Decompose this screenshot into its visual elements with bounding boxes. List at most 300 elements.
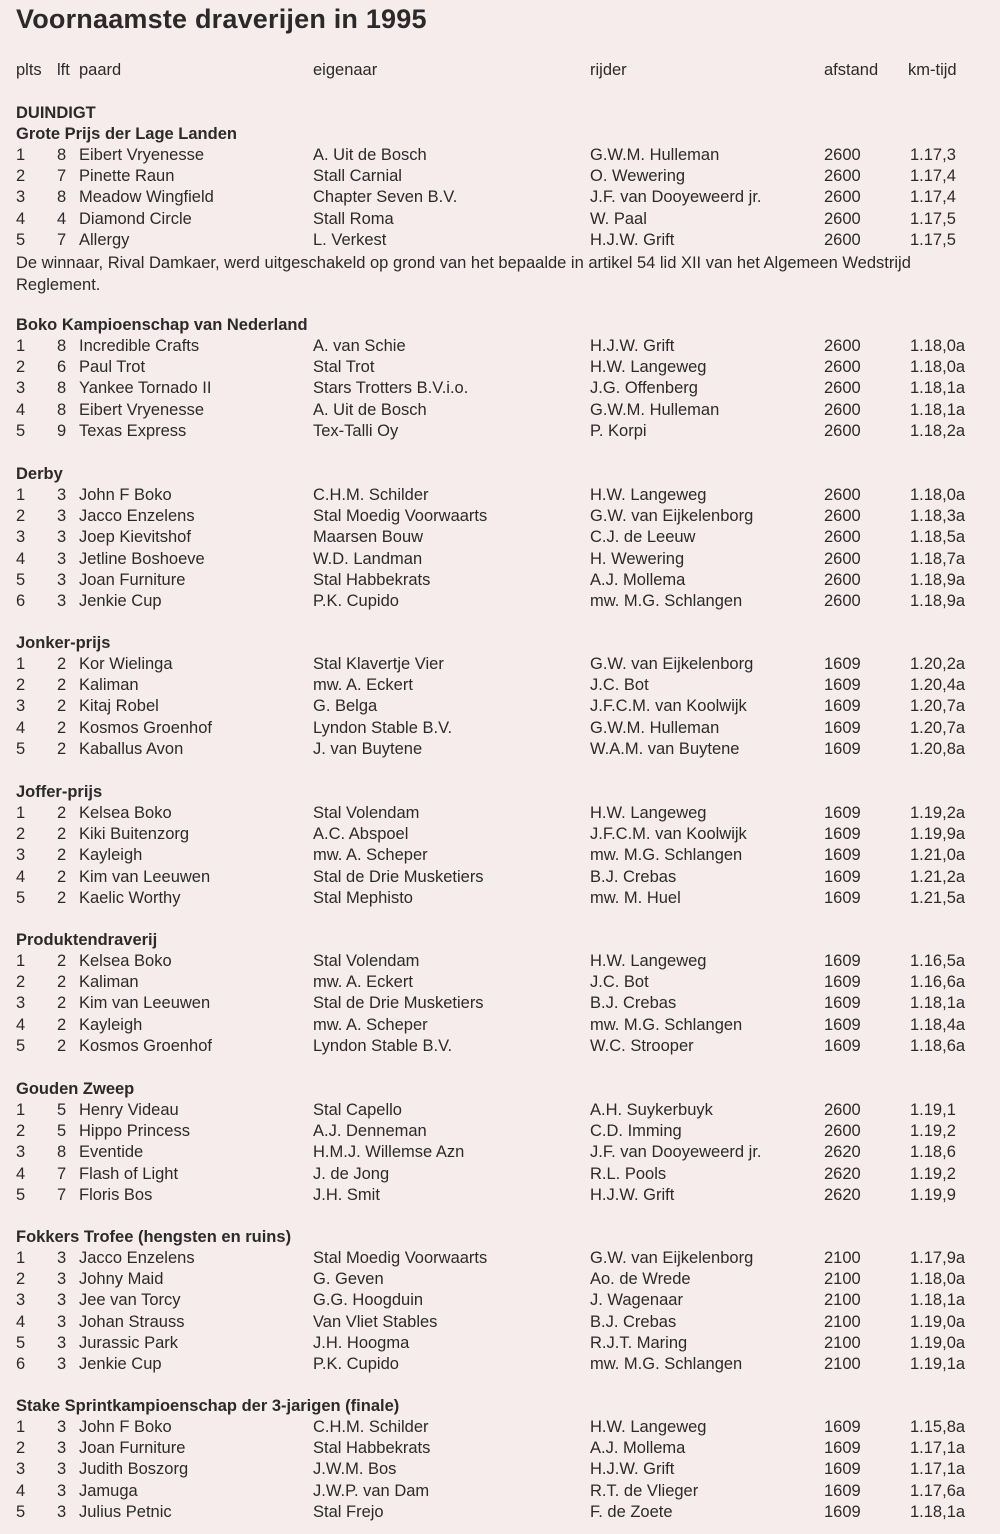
cell-distance: 1609 [824,1036,861,1055]
cell-position: 5 [16,1185,26,1204]
cell-age: 3 [57,570,67,589]
result-row [0,422,1000,443]
cell-distance: 1609 [824,676,861,695]
cell-age: 3 [57,486,67,504]
cell-owner: Stal Habbekrats [313,570,431,589]
cell-age: 3 [57,1439,67,1458]
cell-horse: Judith Boszorg [79,1460,189,1479]
cell-age: 3 [57,1270,67,1289]
result-row [0,1460,1000,1481]
cell-driver: J.F.C.M. van Koolwijk [590,697,747,716]
result-row [0,804,1000,825]
cell-km-time: 1.18,1a [910,400,966,419]
cell-horse: Pinette Raun [79,167,175,186]
cell-distance: 2600 [824,570,861,589]
result-row [0,1482,1000,1503]
cell-owner: Stall Roma [313,209,394,228]
cell-owner: A. van Schie [313,337,406,355]
result-row [0,571,1000,592]
cell-owner: J.H. Hoogma [313,1333,410,1352]
cell-distance: 2600 [824,1122,861,1141]
cell-age: 3 [57,528,67,547]
cell-owner: P.K. Cupido [313,1355,399,1373]
cell-position: 3 [16,528,26,547]
cell-horse: Kaballus Avon [79,739,184,758]
cell-distance: 2600 [824,486,861,504]
cell-driver: H.W. Langeweg [590,804,707,822]
cell-km-time: 1.16,5a [910,952,966,970]
cell-distance: 1609 [824,1460,861,1479]
cell-owner: mw. A. Scheper [313,846,428,865]
cell-position: 2 [16,507,26,526]
cell-distance: 1609 [824,1015,861,1034]
cell-owner: Stal Volendam [313,804,420,822]
cell-age: 7 [57,230,67,249]
cell-distance: 2100 [824,1270,861,1289]
cell-distance: 1609 [824,1481,861,1500]
cell-km-time: 1.17,4 [910,188,956,207]
cell-owner: Stal Habbekrats [313,1439,431,1458]
cell-distance: 2620 [824,1164,861,1183]
cell-horse: Eibert Vryenesse [79,400,205,419]
cell-horse: Jenkie Cup [79,1355,162,1373]
cell-owner: Stal Moedig Voorwaarts [313,1249,488,1267]
cell-driver: mw. M.G. Schlangen [590,1015,743,1034]
header-rijder: rijder [590,61,627,79]
cell-position: 2 [16,1270,26,1289]
result-row [0,994,1000,1015]
cell-km-time: 1.20,2a [910,655,966,673]
result-row [0,1313,1000,1334]
cell-driver: mw. M. Huel [590,888,681,907]
cell-driver: H.J.W. Grift [590,1185,675,1204]
cell-age: 2 [57,697,67,716]
cell-owner: J.W.P. van Dam [313,1481,430,1500]
cell-age: 3 [57,1481,67,1500]
cell-km-time: 1.21,2a [910,867,966,886]
cell-age: 8 [57,1143,67,1162]
cell-position: 1 [16,337,26,355]
cell-horse: Jacco Enzelens [79,507,195,526]
cell-distance: 2600 [824,146,861,164]
cell-position: 2 [16,358,26,377]
cell-position: 6 [16,1355,26,1373]
cell-position: 4 [16,400,26,419]
cell-driver: A.J. Mollema [590,570,686,589]
cell-age: 3 [57,1460,67,1479]
cell-km-time: 1.18,1a [910,1502,966,1521]
cell-driver: C.D. Imming [590,1122,682,1141]
cell-owner: A. Uit de Bosch [313,146,427,164]
cell-driver: G.W.M. Hulleman [590,718,720,737]
cell-age: 2 [57,804,67,822]
disqualification-note: De winnaar, Rival Damkaer, werd uitgeschakeld op grond van het bepaalde in artikel 54 lid XII van het Algemeen Wedstrijd Reglement. [16,254,911,294]
cell-horse: Jurassic Park [79,1333,179,1352]
cell-driver: J. Wagenaar [590,1291,683,1310]
cell-age: 4 [57,209,67,228]
cell-position: 5 [16,1036,26,1055]
cell-horse: Kayleigh [79,1015,143,1034]
cell-owner: Stall Carnial [313,167,402,186]
cell-age: 2 [57,676,67,695]
cell-owner: J. de Jong [313,1164,390,1183]
cell-age: 9 [57,421,67,440]
cell-horse: Kim van Leeuwen [79,867,211,886]
cell-km-time: 1.18,4a [910,1015,966,1034]
race-heading: Jonker-prijs [16,634,111,652]
cell-km-time: 1.19,9a [910,825,966,844]
cell-distance: 2600 [824,1101,861,1119]
cell-km-time: 1.18,1a [910,994,966,1013]
cell-age: 3 [57,507,67,526]
result-row [0,592,1000,613]
cell-horse: Eibert Vryenesse [79,146,205,164]
cell-distance: 2600 [824,358,861,377]
cell-age: 8 [57,146,67,164]
cell-km-time: 1.18,7a [910,549,966,568]
cell-driver: J.F.C.M. van Koolwijk [590,825,747,844]
race-heading: Derby [16,465,63,483]
cell-position: 4 [16,209,26,228]
cell-age: 3 [57,1291,67,1310]
cell-position: 5 [16,421,26,440]
cell-position: 3 [16,188,26,207]
result-row [0,889,1000,910]
result-row [0,1143,1000,1164]
cell-age: 2 [57,718,67,737]
cell-owner: Stal Mephisto [313,888,413,907]
cell-driver: H.W. Langeweg [590,358,707,377]
cell-position: 3 [16,379,26,398]
cell-km-time: 1.18,1a [910,1291,966,1310]
cell-horse: Jacco Enzelens [79,1249,195,1267]
race-heading: Fokkers Trofee (hengsten en ruins) [16,1228,292,1246]
cell-km-time: 1.18,3a [910,507,966,526]
cell-distance: 2620 [824,1185,861,1204]
cell-km-time: 1.17,6a [910,1481,966,1500]
cell-km-time: 1.18,6a [910,1036,966,1055]
cell-owner: P.K. Cupido [313,592,399,610]
cell-km-time: 1.18,9a [910,592,966,610]
cell-position: 3 [16,846,26,865]
cell-km-time: 1.21,0a [910,846,966,865]
result-row [0,231,1000,252]
cell-position: 2 [16,1122,26,1141]
cell-position: 3 [16,994,26,1013]
cell-horse: Kor Wielinga [79,655,173,673]
result-row [0,1503,1000,1524]
cell-position: 1 [16,1249,26,1267]
cell-driver: W.C. Strooper [590,1036,694,1055]
cell-position: 1 [16,655,26,673]
cell-distance: 2600 [824,592,861,610]
cell-owner: mw. A. Eckert [313,676,413,695]
cell-owner: Tex-Talli Oy [313,421,399,440]
cell-position: 4 [16,549,26,568]
cell-owner: A.C. Abspoel [313,825,409,844]
cell-horse: Yankee Tornado II [79,379,212,398]
cell-km-time: 1.19,0a [910,1312,966,1331]
cell-age: 3 [57,1312,67,1331]
cell-owner: Chapter Seven B.V. [313,188,458,207]
result-row [0,825,1000,846]
cell-distance: 2600 [824,528,861,547]
cell-km-time: 1.18,6 [910,1143,956,1162]
cell-horse: Flash of Light [79,1164,179,1183]
cell-owner: Stal de Drie Musketiers [313,994,484,1013]
cell-owner: H.M.J. Willemse Azn [313,1143,465,1162]
result-row [0,1101,1000,1122]
result-row [0,528,1000,549]
cell-driver: H.W. Langeweg [590,1418,707,1436]
cell-owner: mw. A. Eckert [313,973,413,992]
cell-owner: Stal Volendam [313,952,420,970]
cell-distance: 2600 [824,167,861,186]
cell-position: 4 [16,1164,26,1183]
cell-km-time: 1.19,0a [910,1333,966,1352]
cell-km-time: 1.17,5 [910,230,956,249]
cell-owner: Stars Trotters B.V.i.o. [313,379,469,398]
cell-position: 5 [16,570,26,589]
cell-owner: Stal Klavertje Vier [313,655,444,673]
cell-driver: G.W.M. Hulleman [590,400,720,419]
cell-km-time: 1.17,1a [910,1460,966,1479]
cell-position: 2 [16,973,26,992]
cell-owner: A.J. Denneman [313,1122,427,1141]
cell-owner: Stal Moedig Voorwaarts [313,507,488,526]
cell-driver: B.J. Crebas [590,867,677,886]
cell-owner: Maarsen Bouw [313,528,424,547]
cell-horse: Julius Petnic [79,1502,172,1521]
cell-distance: 1609 [824,1439,861,1458]
cell-age: 7 [57,1164,67,1183]
cell-position: 2 [16,676,26,695]
cell-position: 4 [16,867,26,886]
cell-distance: 1609 [824,952,861,970]
cell-horse: Joan Furniture [79,1439,186,1458]
cell-owner: G. Geven [313,1270,384,1289]
cell-km-time: 1.17,4 [910,167,956,186]
result-row [0,1355,1000,1376]
cell-age: 3 [57,1355,67,1373]
cell-distance: 1609 [824,718,861,737]
result-row [0,952,1000,973]
cell-km-time: 1.20,7a [910,697,966,716]
cell-horse: Kosmos Groenhof [79,1036,212,1055]
cell-driver: G.W.M. Hulleman [590,146,720,164]
cell-horse: Eventide [79,1143,144,1162]
cell-horse: Incredible Crafts [79,337,200,355]
cell-horse: Floris Bos [79,1185,153,1204]
cell-position: 2 [16,825,26,844]
cell-age: 2 [57,825,67,844]
cell-driver: H.J.W. Grift [590,230,675,249]
cell-age: 5 [57,1101,67,1119]
cell-owner: C.H.M. Schilder [313,486,429,504]
cell-age: 5 [57,1122,67,1141]
cell-driver: O. Wewering [590,167,686,186]
cell-driver: G.W. van Eijkelenborg [590,1249,754,1267]
cell-distance: 2600 [824,188,861,207]
header-afstand: afstand [824,61,879,79]
cell-driver: G.W. van Eijkelenborg [590,655,754,673]
cell-km-time: 1.16,6a [910,973,966,992]
cell-horse: Jamuga [79,1481,138,1500]
cell-horse: Kaelic Worthy [79,888,181,907]
result-row [0,550,1000,571]
cell-driver: J.G. Offenberg [590,379,698,398]
cell-distance: 1609 [824,888,861,907]
cell-driver: A.J. Mollema [590,1439,686,1458]
cell-age: 2 [57,739,67,758]
cell-distance: 1609 [824,867,861,886]
cell-position: 5 [16,1502,26,1521]
result-row [0,1122,1000,1143]
cell-position: 4 [16,1312,26,1331]
cell-km-time: 1.18,0a [910,486,966,504]
cell-km-time: 1.20,8a [910,739,966,758]
cell-position: 1 [16,146,26,164]
cell-age: 3 [57,1502,67,1521]
cell-driver: H. Wewering [590,549,685,568]
cell-driver: H.W. Langeweg [590,952,707,970]
cell-position: 1 [16,1101,26,1119]
cell-driver: H.J.W. Grift [590,337,675,355]
cell-driver: W.A.M. van Buytene [590,739,740,758]
cell-owner: Stal de Drie Musketiers [313,867,484,886]
race-heading: Stake Sprintkampioenschap der 3-jarigen (finale) [16,1397,400,1415]
cell-horse: Henry Videau [79,1101,179,1119]
cell-position: 5 [16,739,26,758]
cell-km-time: 1.21,5a [910,888,966,907]
result-row [0,740,1000,761]
cell-position: 4 [16,1481,26,1500]
cell-horse: Johan Strauss [79,1312,185,1331]
cell-owner: C.H.M. Schilder [313,1418,429,1436]
cell-horse: Kim van Leeuwen [79,994,211,1013]
page-title: Voornaamste draverijen in 1995 [16,4,427,34]
cell-position: 5 [16,1333,26,1352]
race-heading: Produktendraverij [16,931,158,949]
result-row [0,1439,1000,1460]
cell-km-time: 1.18,0a [910,1270,966,1289]
result-row [0,486,1000,507]
cell-age: 8 [57,188,67,207]
cell-driver: J.C. Bot [590,973,649,992]
cell-driver: J.F. van Dooyeweerd jr. [590,1143,762,1162]
cell-age: 2 [57,1036,67,1055]
cell-owner: Van Vliet Stables [313,1312,438,1331]
cell-horse: Joan Furniture [79,570,186,589]
cell-age: 3 [57,1418,67,1436]
cell-position: 2 [16,1439,26,1458]
cell-horse: Paul Trot [79,358,146,377]
cell-distance: 2100 [824,1249,861,1267]
cell-age: 2 [57,846,67,865]
venue-heading: DUINDIGT [16,104,96,122]
cell-age: 2 [57,1015,67,1034]
cell-age: 7 [57,167,67,186]
cell-horse: Jetline Boshoeve [79,549,205,568]
cell-horse: Kaliman [79,676,139,695]
cell-position: 5 [16,230,26,249]
cell-horse: Kiki Buitenzorg [79,825,190,844]
cell-position: 1 [16,804,26,822]
result-row [0,697,1000,718]
cell-driver: F. de Zoete [590,1502,673,1521]
cell-age: 8 [57,379,67,398]
result-row [0,507,1000,528]
cell-driver: W. Paal [590,209,647,228]
cell-owner: Stal Frejo [313,1502,384,1521]
cell-driver: C.J. de Leeuw [590,528,696,547]
result-row [0,1291,1000,1312]
cell-distance: 2600 [824,421,861,440]
cell-horse: Joep Kievitshof [79,528,191,547]
cell-distance: 1609 [824,825,861,844]
cell-horse: Kayleigh [79,846,143,865]
cell-owner: A. Uit de Bosch [313,400,427,419]
result-row [0,379,1000,400]
cell-distance: 2100 [824,1333,861,1352]
cell-distance: 2600 [824,209,861,228]
cell-position: 2 [16,167,26,186]
cell-owner: Lyndon Stable B.V. [313,718,453,737]
result-row [0,1334,1000,1355]
cell-driver: R.L. Pools [590,1164,667,1183]
cell-owner: W.D. Landman [313,549,423,568]
cell-distance: 1609 [824,1502,861,1521]
result-row [0,1016,1000,1037]
result-row [0,1418,1000,1439]
cell-owner: G.G. Hoogduin [313,1291,424,1310]
cell-distance: 1609 [824,697,861,716]
cell-distance: 2100 [824,1355,861,1373]
cell-distance: 1609 [824,846,861,865]
cell-position: 3 [16,697,26,716]
cell-driver: B.J. Crebas [590,1312,677,1331]
cell-horse: John F Boko [79,486,172,504]
cell-position: 3 [16,1291,26,1310]
cell-age: 2 [57,952,67,970]
result-row [0,1037,1000,1058]
cell-km-time: 1.19,1 [910,1101,956,1119]
cell-horse: Kelsea Boko [79,804,172,822]
cell-driver: mw. M.G. Schlangen [590,592,743,610]
cell-horse: Jenkie Cup [79,592,162,610]
cell-driver: B.J. Crebas [590,994,677,1013]
cell-age: 3 [57,592,67,610]
cell-distance: 2600 [824,507,861,526]
cell-horse: Kelsea Boko [79,952,172,970]
cell-owner: mw. A. Scheper [313,1015,428,1034]
race-heading: Gouden Zweep [16,1080,135,1098]
result-row [0,1270,1000,1291]
cell-horse: Diamond Circle [79,209,192,228]
cell-distance: 2600 [824,400,861,419]
cell-distance: 2600 [824,379,861,398]
result-row [0,146,1000,167]
cell-owner: L. Verkest [313,230,387,249]
header-lft: lft [57,61,70,79]
cell-age: 2 [57,867,67,886]
result-row [0,1249,1000,1270]
cell-distance: 2620 [824,1143,861,1162]
cell-distance: 1609 [824,804,861,822]
header-eigenaar: eigenaar [313,61,378,79]
cell-distance: 2600 [824,230,861,249]
cell-age: 8 [57,337,67,355]
